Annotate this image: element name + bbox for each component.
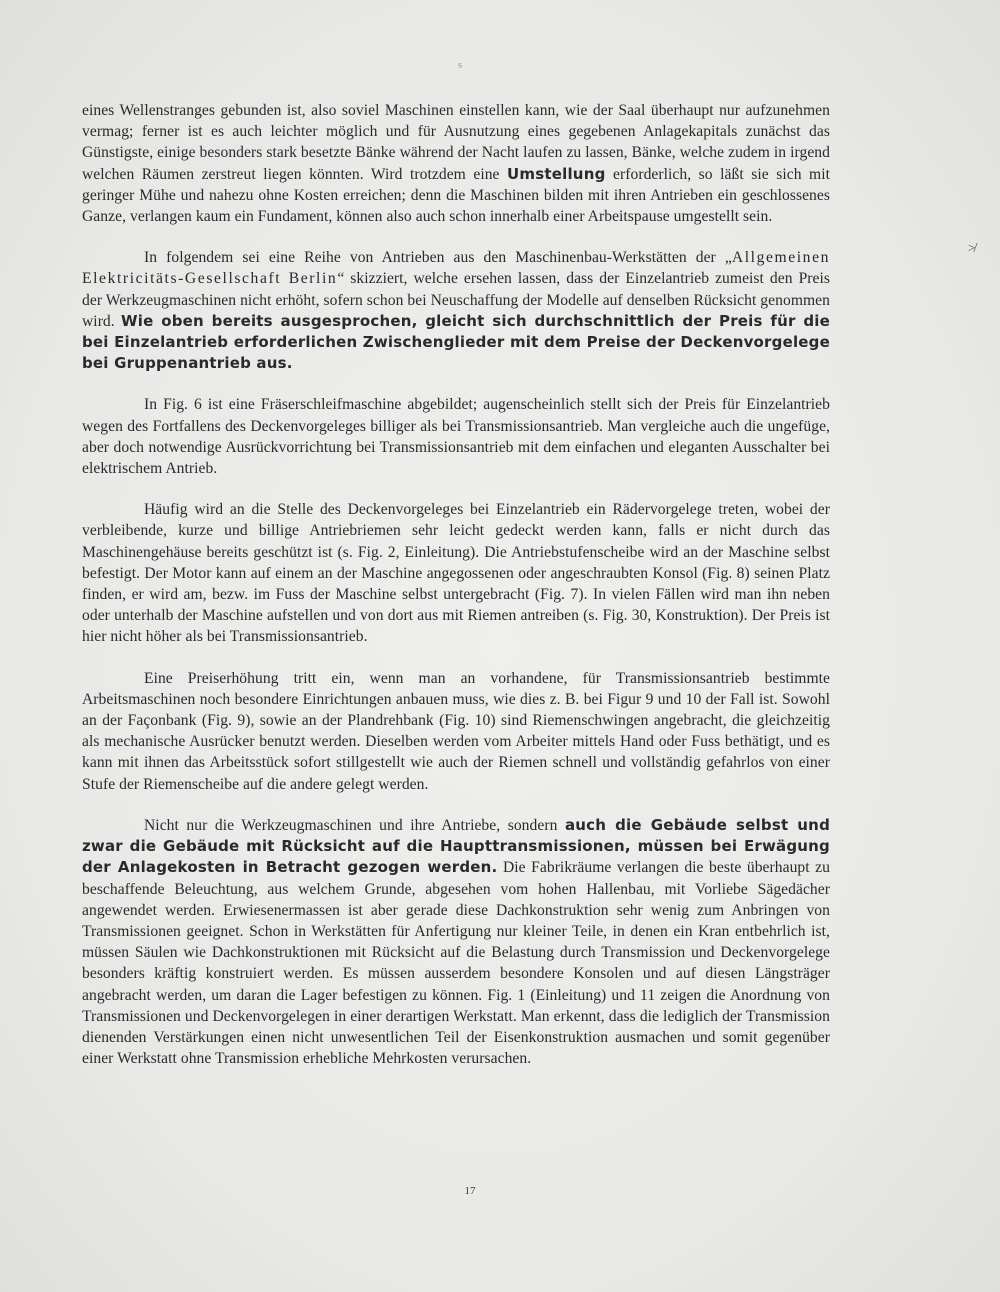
paragraph-2-text-b: “ skizziert, welche ersehen lassen, dass der Einzelantrieb zumeist den Preis der Werkzeugmaschinen nicht erhöht, sofern schon bei Neuschaffung der Modelle auf denselben Rücksicht genommen wird. [82, 270, 831, 330]
paragraph-2-company-name: Allgemeinen Elektricitäts-Gesellschaft Berlin [82, 249, 830, 288]
paragraph-4 [82, 499, 830, 647]
paragraph-3-text: In Fig. 6 ist eine Fräserschleifmaschine abgebildet; augenscheinlich stellt sich der Preis für Einzelantrieb wegen des Fortfallens des Deckenvorgeleges billiger als bei Transmissionsantrieb. Man vergleiche auch die ungefüge, aber doch notwendige Ausrückvorrichtung bei Transmissionsantrieb mit dem einfachen und eleganten Ausschalter bei elektrischem Antrieb. [82, 396, 830, 478]
paragraph-6-emphasis: auch die Gebäude selbst und zwar die Gebäude mit Rücksicht auf die Haupttransmissionen, müssen bei Erwägung der Anlagekosten in Betracht gezogen werden. [82, 815, 831, 877]
paragraph-1-text-a: eines Wellenstranges gebunden ist, also soviel Maschinen einstellen kann, wie der Saal überhaupt nur aufzunehmen vermag; ferner ist es auch leichter möglich und für Ausnutzung eines gegebenen Anlagekapitals zunächst das Günstigste, einige besonders stark besetzte Bänke während der Nacht laufen zu lassen, Bänke, welche zudem in irgend welchen Räumen zerstreut liegen könnten. Wird trotzdem eine [82, 102, 830, 183]
paragraph-3 [82, 394, 830, 479]
paragraph-2-emphasis: Wie oben bereits ausgesprochen, gleicht sich durchschnittlich der Preis für die bei Einzelantrieb erforderlichen Zwischenglieder mit dem Preise der Deckenvorgelege bei Gruppenantrieb aus. [82, 311, 830, 373]
paragraph-5 [82, 668, 830, 795]
paragraph-6-text-b: Die Fabrikräume verlangen die beste überhaupt zu beschaffende Beleuchtung, aus welchem Grunde, abgesehen vom hohen Hallenbau, mit Vorliebe Sägedächer angewendet werden. Erwiesenermassen ist aber gerade diese Dachkonstruktion sehr wenig zum Anbringen von Transmissionen geeignet. Schon in Werkstätten für Anfertigung nur kleiner Teile, in denen ein Kran entbehrlich ist, müssen Säulen wie Dachkonstruktionen mit Rücksicht auf die Belastung durch Transmission und Deckenvorgelege besonders kräftig konstruiert werden. Es müssen ausserdem besondere Konsolen und auf diesen Längsträger angebracht werden, um daran die Lager befestigen zu können. Fig. 1 (Einleitung) und 11 zeigen die Anordnung von Transmissionen und Deckenvorgelegen in einer derartigen Werkstatt. Man erkennt, dass die lediglich der Transmission dienenden Verstärkungen einen nicht unwesentlichen Teil der Eisenkonstruktion ausmachen und somit gegenüber einer Werkstatt ohne Transmission erhebliche Mehrkosten verursachen. [82, 859, 830, 1068]
paragraph-4-text: Häufig wird an die Stelle des Deckenvorgeleges bei Einzelantrieb ein Rädervorgelege treten, wobei der verbleibende, kurze und billige Antriebriemen sehr leicht gedeckt werden kann, falls er nicht durch das Maschinengehäuse bereits geschützt ist (s. Fig. 2, Einleitung). Die Antriebstufenscheibe wird an der Maschine selbst befestigt. Der Motor kann auf einem an der Maschine angegossenen oder angeschraubten Konsol (Fig. 8) seinen Platz finden, er wird am, bezw. im Fuss der Maschine selbst untergebracht (Fig. 7). In vielen Fällen wird man ihn neben oder unterhalb der Maschine aufstellen und von dort aus mit Riemen antreiben (s. Fig. 30, Konstruktion). Der Preis ist hier nicht höher als bei Transmissionsantrieb. [82, 501, 830, 646]
paragraph-6-text-a: Nicht nur die Werkzeugmaschinen und ihre Antriebe, sondern [144, 816, 565, 834]
paragraph-2-text-a: In folgendem sei eine Reihe von Antrieben aus den Maschinenbau-Werkstätten der „ [144, 249, 732, 267]
paragraph-5-text: Eine Preiserhöhung tritt ein, wenn man an vorhandene, für Transmissionsantrieb bestimmte Arbeitsmaschinen noch besondere Einrichtungen anbauen muss, wie dies z. B. bei Figur 9 und 10 der Fall ist. Sowohl an der Façonbank (Fig. 9), sowie an der Plandrehbank (Fig. 10) sind Riemenschwingen angebracht, die gleichzeitig als mechanische Ausrücker benutzt werden. Dieselben werden vom Arbeiter mittels Hand oder Fuss bethätigt, und es kann mit ihnen das Arbeitsstück sofort stillgestellt wie auch der Riemen schnell und vollständig gefahrlos von einer Stufe der Riemenscheibe auf die andere gelegt werden. [82, 669, 830, 793]
paragraph-1-text-b: erforderlich, so läßt sie sich mit geringer Mühe und nahezu ohne Kosten erreichen; denn die Maschinen bilden mit ihren Antrieben ein geschlossenes Ganze, verlangen kaum ein Fundament, können also auch schon innerhalb einer Arbeitspause umgestellt sein. [82, 165, 830, 226]
scan-mark-top: ᵴ [458, 60, 462, 71]
paragraph-6 [82, 815, 830, 1069]
scan-mark-right: ≯ [968, 240, 976, 255]
page-number: 17 [464, 1185, 476, 1197]
body-text [82, 100, 830, 1089]
paragraph-2 [82, 247, 830, 374]
paragraph-1 [82, 100, 830, 227]
paragraph-1-emphasis: Umstellung [507, 164, 606, 183]
